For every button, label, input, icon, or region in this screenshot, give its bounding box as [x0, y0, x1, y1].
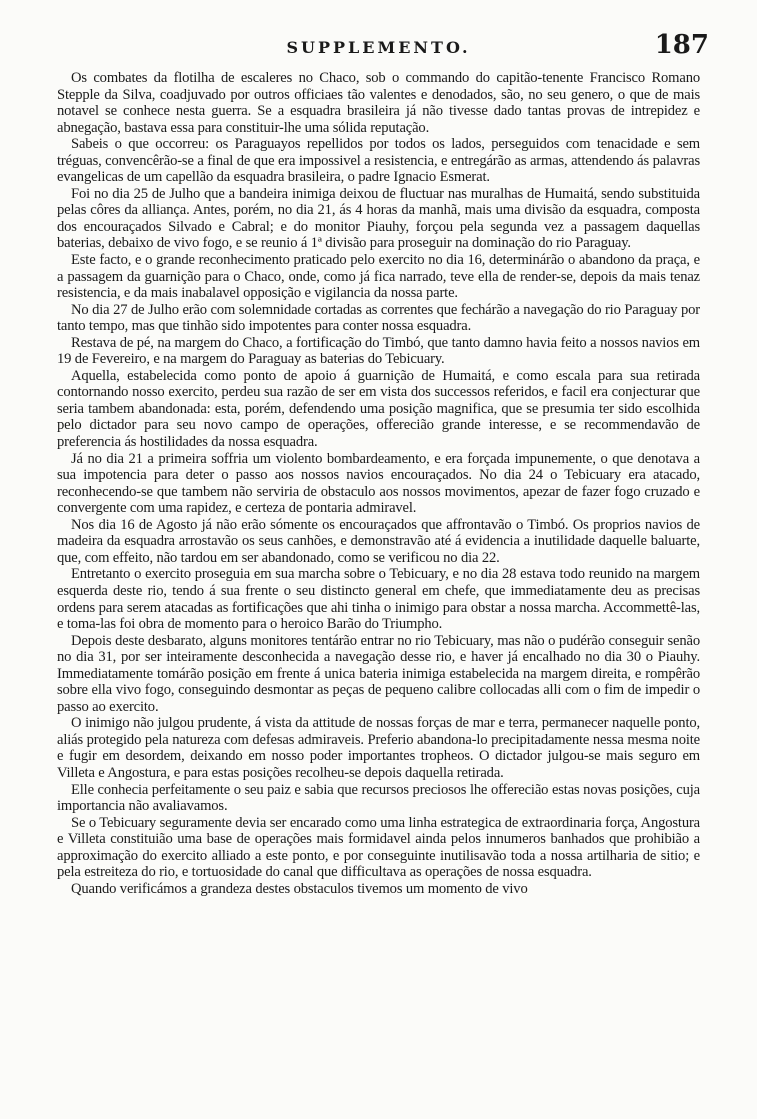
paragraph: Este facto, e o grande reconhecimento praticado pelo exercito no dia 16, determinárão o abandono da praça, e a passagem da guarnição para o Chaco, onde, como já fica narrado, teve ella de render-se, depois da mais tenaz resistencia, e da mais inabalavel opposição e vigilancia da nossa parte. [57, 252, 700, 302]
paragraph: Entretanto o exercito proseguia em sua marcha sobre o Tebicuary, e no dia 28 estava todo reunido na margem esquerda deste rio, tendo á sua frente o seu distincto general em chefe, que immediatamente deu as precisas ordens para serem atacadas as fortificações que ahi tinha o inimigo para obstar a nossa marcha. Accommettê-las, e toma-las foi obra de momento para o heroico Barão do Triumpho. [57, 566, 700, 633]
paragraph: Aquella, estabelecida como ponto de apoio á guarnição de Humaitá, e como escala para sua retirada contornando nosso exercito, perdeu sua razão de ser em vista dos successos referidos, e facil era conjecturar que seria tambem abandonada: esta, porém, defendendo uma posição magnifica, que se presumia ter sido escolhida pelo dictador para seu novo campo de operações, offerecião grande interesse, e se recommendavão de preferencia ás hostilidades da nossa esquadra. [57, 367, 700, 451]
text-body [57, 70, 700, 897]
paragraph: Já no dia 21 a primeira soffria um violento bombardeamento, e era forçada impunemente, o que denotava a sua impotencia para deter o passo aos nossos navios encouraçados. No dia 24 o Tebicuary era atacado, reconhecendo-se que tambem não serviria de obstaculo aos nossos movimentos, apezar de fazer fogo cruzado e convergente com uma rapidez, e certeza de pontaria admiravel. [57, 450, 700, 517]
paragraph: Foi no dia 25 de Julho que a bandeira inimiga deixou de fluctuar nas muralhas de Humaitá, sendo substituida pelas côres da alliança. Antes, porém, no dia 21, ás 4 horas da manhã, mais uma divisão da esquadra, composta dos encouraçados Silvado e Cabral; e do monitor Piauhy, forçou pela segunda vez a passagem daquellas baterias, debaixo de vivo fogo, e se reunio á 1ª divisão para proseguir na dominação do rio Paraguay. [57, 185, 700, 252]
paragraph: Elle conhecia perfeitamente o seu paiz e sabia que recursos preciosos lhe offerecião estas novas posições, cuja importancia não avaliavamos. [57, 781, 700, 815]
paragraph: Depois deste desbarato, alguns monitores tentárão entrar no rio Tebicuary, mas não o pudérão conseguir senão no dia 31, por ser inteiramente desconhecida a navegação desse rio, e haver já encalhado no dia 30 o Piauhy. Immediatamente tomárão posição em frente á unica bateria inimiga estabelecida na margem direita, e rompêrão sobre ella vivo fogo, conseguindo desmontar as peças de pequeno calibre collocadas alli com o fim de impedir o passo ao exercito. [57, 632, 700, 715]
paragraph: Quando verificámos a grandeza destes obstaculos tivemos um momento de vivo [71, 880, 528, 897]
running-header [48, 30, 709, 64]
paragraph: No dia 27 de Julho erão com solemnidade cortadas as correntes que fechárão a navegação do rio Paraguay por tanto tempo, mas que tinhão sido impotentes para conter nossa esquadra. [57, 301, 700, 335]
paragraph: O inimigo não julgou prudente, á vista da attitude de nossas forças de mar e terra, permanecer naquelle ponto, aliás protegido pela natureza com defesas admiraveis. Preferio abandona-lo precipitadamente nessa mesma noite e fugir em desordem, deixando em nosso poder importantes tropheos. O dictador julgou-se mais seguro em Villeta e Angostura, e para estas posições recolheu-se depois daquella retirada. [57, 715, 700, 781]
paragraph: Os combates da flotilha de escaleres no Chaco, sob o commando do capitão-tenente Francisco Romano Stepple da Silva, coadjuvado por outros officiaes tão valentes e denodados, são, no seu genero, o que de mais notavel se conhece nesta guerra. Se a esquadra brasileira já não tivesse dado tantas provas de intrepidez e abnegação, bastava essa para constituir-lhe uma sólida reputação. [57, 70, 700, 136]
paragraph: Nos dia 16 de Agosto já não erão sómente os encouraçados que affrontavão o Timbó. Os proprios navios de madeira da esquadra arrostavão os seus canhões, e demonstravão até á evidencia a inutilidade daquelle baluarte, que, com effeito, não tardou em ser abandonado, como se verificou no dia 22. [57, 516, 700, 566]
paragraph: Se o Tebicuary seguramente devia ser encarado como uma linha estrategica de extraordinaria força, Angostura e Villeta constituião uma base de operações mais formidavel ainda pelos innumeros banhados que prohibião a approximação do exercito alliado a este ponto, e por conseguinte inutilisavão toda a nossa artilharia de sitio; e pela estreiteza do rio, e tortuosidade do canal que difficultava as operações de nossa esquadra. [57, 814, 700, 881]
paragraph: Sabeis o que occorreu: os Paraguayos repellidos por todos os lados, perseguidos com tenacidade e sem tréguas, convencêrão-se a final de que era impossivel a resistencia, e entregárão as armas, attendendo ás palavras evangelicas de um capellão da esquadra brasileira, o padre Ignacio Esmerat. [57, 136, 700, 186]
running-title: SUPPLEMENTO. [286, 38, 471, 57]
paragraph: Restava de pé, na margem do Chaco, a fortificação do Timbó, que tanto damno havia feito a nossos navios em 19 de Fevereiro, e na margem do Paraguay as baterias do Tebicuary. [57, 334, 700, 368]
page-number: 187 [654, 30, 709, 60]
